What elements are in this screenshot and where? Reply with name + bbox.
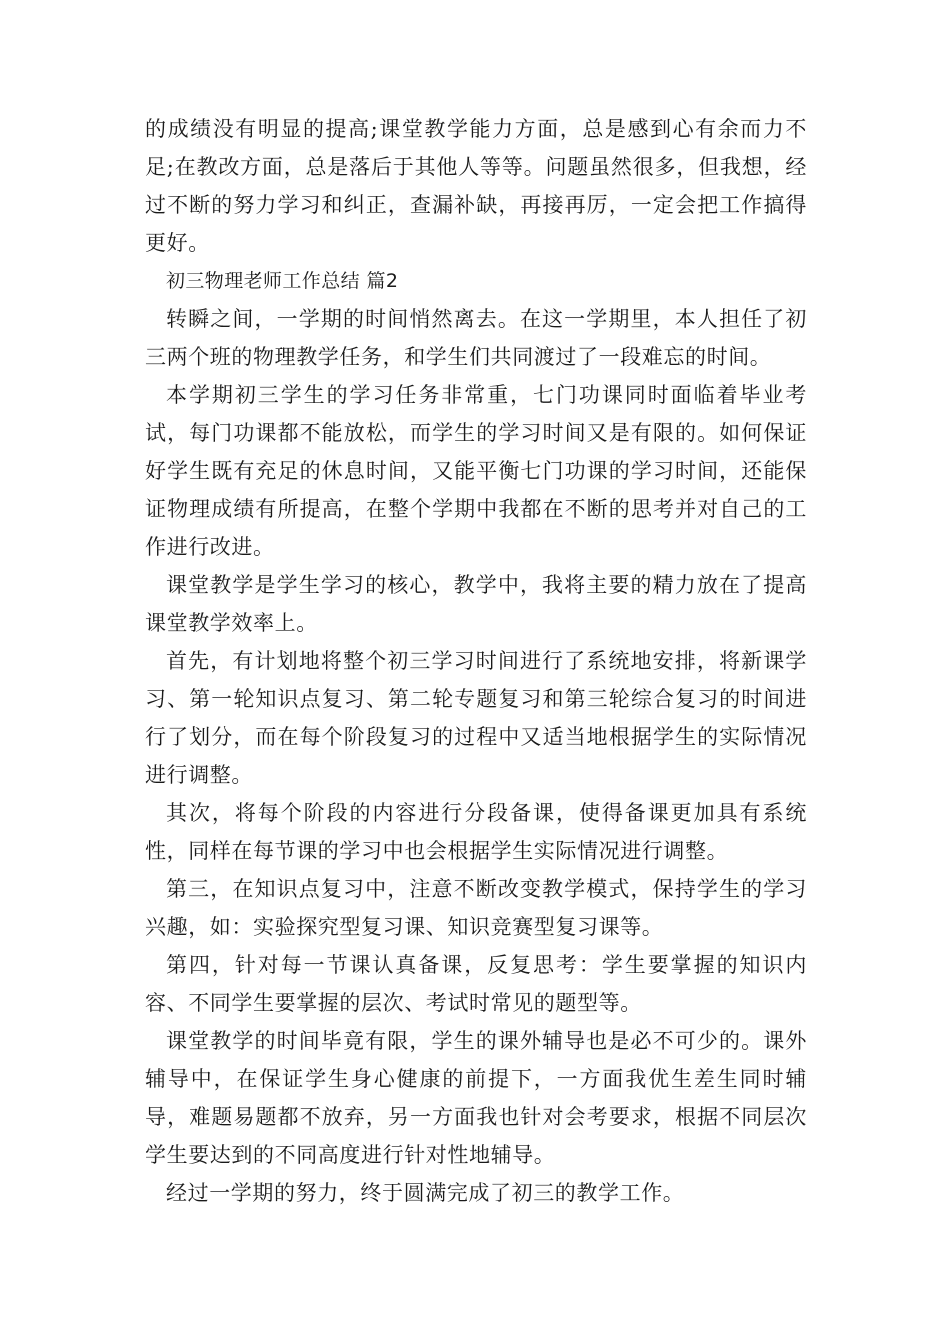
paragraph: 第四，针对每一节课认真备课，反复思考：学生要掌握的知识内容、不同学生要掌握的层次、考试时常见的题型等。 <box>145 953 807 1015</box>
paragraph: 第三，在知识点复习中，注意不断改变教学模式，保持学生的学习兴趣，如：实验探究型复习课、知识竞赛型复习课等。 <box>145 877 807 939</box>
paragraph: 课堂教学的时间毕竟有限，学生的课外辅导也是必不可少的。课外辅导中，在保证学生身心健康的前提下，一方面我优生差生同时辅导，难题易题都不放弃，另一方面我也针对会考要求，根据不同层次学生要达到的不同高度进行针对性地辅导。 <box>145 1029 807 1167</box>
paragraph: 首先，有计划地将整个初三学习时间进行了系统地安排，将新课学习、第一轮知识点复习、第二轮专题复习和第三轮综合复习的时间进行了划分，而在每个阶段复习的过程中又适当地根据学生的实际情况进行调整。 <box>145 649 807 787</box>
section-heading: 初三物理老师工作总结 篇2 <box>166 270 399 292</box>
paragraph: 课堂教学是学生学习的核心，教学中，我将主要的精力放在了提高课堂教学效率上。 <box>145 573 807 635</box>
paragraph: 本学期初三学生的学习任务非常重，七门功课同时面临着毕业考试，每门功课都不能放松，而学生的学习时间又是有限的。如何保证好学生既有充足的休息时间，又能平衡七门功课的学习时间，还能保证物理成绩有所提高，在整个学期中我都在不断的思考并对自己的工作进行改进。 <box>145 383 807 559</box>
paragraph: 转瞬之间，一学期的时间悄然离去。在这一学期里，本人担任了初三两个班的物理教学任务，和学生们共同渡过了一段难忘的时间。 <box>145 307 807 369</box>
paragraph-continued: 的成绩没有明显的提高;课堂教学能力方面，总是感到心有余而力不足;在教改方面，总是落后于其他人等等。问题虽然很多，但我想，经过不断的努力学习和纠正，查漏补缺，再接再厉，一定会把工作搞得更好。 <box>145 117 807 255</box>
paragraph: 经过一学期的努力，终于圆满完成了初三的教学工作。 <box>166 1181 685 1205</box>
paragraph: 其次，将每个阶段的内容进行分段备课，使得备课更加具有系统性，同样在每节课的学习中也会根据学生实际情况进行调整。 <box>145 801 807 863</box>
document-body <box>145 110 807 1212</box>
